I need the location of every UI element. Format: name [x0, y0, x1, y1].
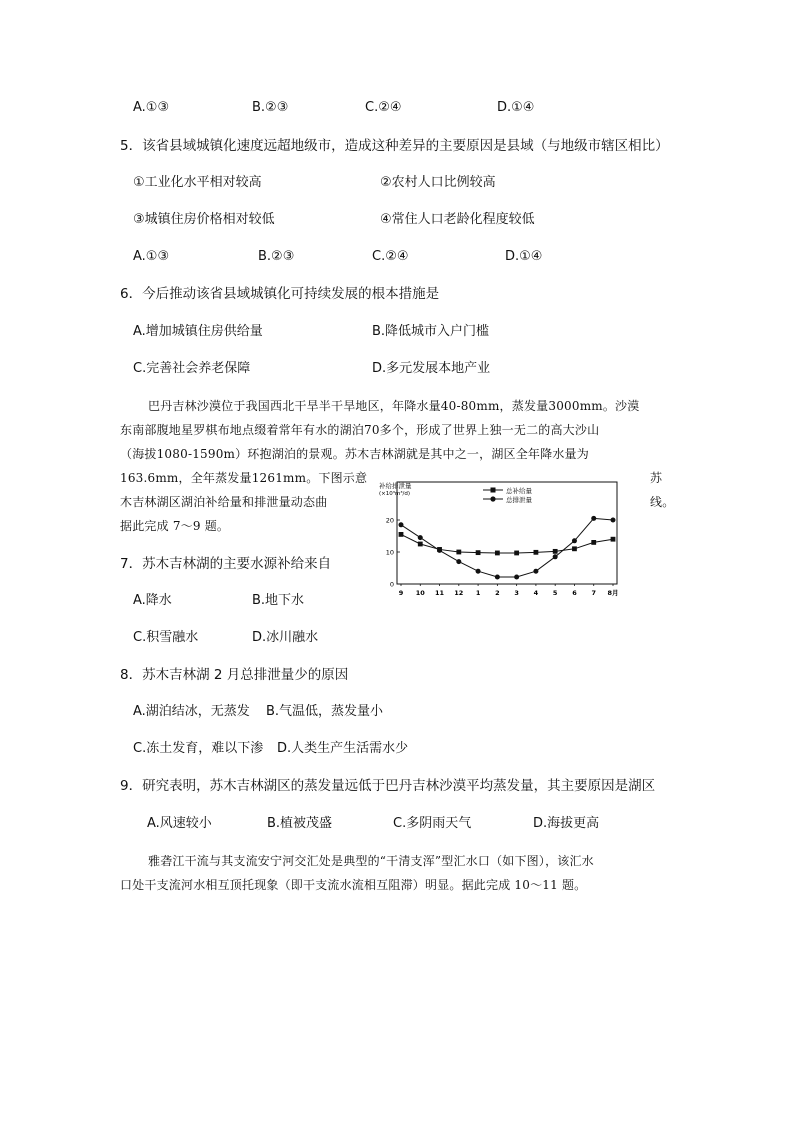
- passage1-line5: 木吉林湖区湖泊补给量和排泄量动态曲: [120, 495, 328, 509]
- discharge-point-5: [495, 574, 500, 579]
- q5-item-2: ②农村人口比例较高: [380, 175, 496, 190]
- q7-stem: 7．苏木吉林湖的主要水源补给来自: [120, 556, 332, 572]
- supply-point-1: [418, 542, 423, 547]
- x-tick-label-6: 3: [514, 589, 519, 597]
- passage1-line1: 巴丹吉林沙漠位于我国西北干旱半干旱地区，年降水量40-80mm，蒸发量3000mm。沙漠: [148, 399, 640, 413]
- q7-option-d: D.冰川融水: [252, 630, 319, 645]
- q6-option-a: A.增加城镇住房供给量: [133, 324, 263, 339]
- x-tick-label-2: 11: [435, 589, 445, 597]
- q9-option-a: A.风速较小: [147, 816, 212, 831]
- x-tick-label-9: 6: [572, 589, 577, 597]
- discharge-point-0: [399, 522, 404, 527]
- x-tick-label-3: 12: [454, 589, 464, 597]
- q9-option-c: C.多阴雨天气: [393, 816, 472, 831]
- chart-legend: [483, 486, 533, 504]
- q6-option-b: B.降低城市入户门槛: [372, 324, 490, 339]
- x-tick-label-8: 5: [552, 589, 558, 597]
- discharge-point-3: [456, 559, 461, 564]
- q9-option-d: D.海拔更高: [533, 816, 600, 831]
- q4-option-a: A.①③: [133, 100, 170, 115]
- discharge-point-1: [418, 535, 423, 540]
- discharge-point-7: [533, 569, 538, 574]
- x-tick-label-0: 9: [398, 589, 404, 597]
- q4-option-d: D.①④: [497, 100, 535, 115]
- q8-option-a: A.湖泊结冰，无蒸发: [133, 704, 250, 719]
- q8-option-b: B.气温低，蒸发量小: [266, 704, 384, 719]
- q7-option-c: C.积雪融水: [133, 630, 199, 645]
- q9-stem: 9．研究表明，苏木吉林湖区的蒸发量远低于巴丹吉林沙漠平均蒸发量，其主要原因是湖区: [120, 778, 656, 794]
- y-tick-label-0: 0: [389, 580, 394, 589]
- supply-point-11: [611, 537, 616, 542]
- q7-option-a: A.降水: [133, 593, 172, 608]
- q5-item-3: ③城镇住房价格相对较低: [133, 212, 275, 227]
- supply-point-5: [495, 551, 500, 556]
- q5-option-d: D.①④: [505, 249, 543, 264]
- q5-option-c: C.②④: [372, 249, 409, 264]
- x-tick-label-11: 8月: [607, 589, 619, 597]
- passage2-line1: 雅砻江干流与其支流安宁河交汇处是典型的“干清支浑”型汇水口（如下图），该汇水: [148, 854, 594, 868]
- discharge-point-10: [591, 516, 596, 521]
- supply-point-8: [553, 549, 558, 554]
- legend-discharge-label: 总排泄量: [506, 496, 532, 504]
- passage2-line2: 口处干支流河水相互顶托现象（即干支流水流相互阻滞）明显。据此完成 10～11 题。: [120, 878, 587, 892]
- supply-point-6: [514, 551, 519, 556]
- legend-circle-marker: [490, 496, 495, 501]
- y-tick-label-2: 20: [385, 516, 394, 525]
- q6-option-c: C.完善社会养老保障: [133, 361, 251, 376]
- passage1-line3: （海拔1080-1590m）环抱湖泊的景观。苏木吉林湖就是其中之一，湖区全年降水量为: [120, 447, 589, 461]
- supply-point-4: [476, 550, 481, 555]
- supply-point-3: [456, 550, 461, 555]
- x-tick-label-7: 4: [533, 589, 539, 597]
- series-line-0: [401, 534, 613, 553]
- q6-stem: 6．今后推动该省县域城镇化可持续发展的根本措施是: [120, 286, 440, 302]
- chart-yunit: (×10³m³/d): [379, 491, 411, 497]
- supply-point-9: [572, 546, 577, 551]
- q5-stem: 5．该省县域城镇化速度远超地级市，造成这种差异的主要原因是县域（与地级市辖区相比）: [120, 138, 669, 154]
- discharge-point-2: [437, 548, 442, 553]
- lake-balance-chart: [375, 478, 621, 598]
- legend-square-marker: [491, 488, 496, 493]
- discharge-point-6: [514, 574, 519, 579]
- passage1-line5-end: 线。: [650, 495, 675, 509]
- x-tick-label-1: 10: [415, 589, 425, 597]
- q8-stem: 8．苏木吉林湖 2 月总排泄量少的原因: [120, 667, 349, 683]
- supply-point-10: [591, 540, 596, 545]
- q5-option-a: A.①③: [133, 249, 170, 264]
- q6-option-d: D.多元发展本地产业: [372, 361, 491, 376]
- passage1-line4: 163.6mm，全年蒸发量1261mm。下图示意: [120, 471, 368, 485]
- q7-option-b: B.地下水: [252, 593, 305, 608]
- legend-supply-label: 总补给量: [506, 487, 532, 495]
- passage1-line4-end: 苏: [650, 471, 663, 485]
- q4-option-b: B.②③: [252, 100, 289, 115]
- passage1-line6: 据此完成 7～9 题。: [120, 519, 230, 533]
- q4-option-c: C.②④: [365, 100, 402, 115]
- q8-option-c: C.冻土发育，难以下渗: [133, 741, 264, 756]
- discharge-point-4: [476, 569, 481, 574]
- q9-option-b: B.植被茂盛: [267, 816, 333, 831]
- q5-item-4: ④常住人口老龄化程度较低: [380, 212, 535, 227]
- q8-option-d: D.人类生产生活需水少: [277, 741, 409, 756]
- x-tick-label-4: 1: [475, 589, 481, 597]
- passage1-line2: 东南部腹地星罗棋布地点缀着常年有水的湖泊70多个，形成了世界上独一无二的高大沙山: [120, 423, 600, 437]
- x-tick-label-10: 7: [591, 589, 596, 597]
- discharge-point-11: [611, 518, 616, 523]
- supply-point-7: [534, 550, 539, 555]
- discharge-point-8: [553, 554, 558, 559]
- y-tick-label-1: 10: [385, 548, 394, 557]
- q5-option-b: B.②③: [258, 249, 295, 264]
- q5-item-1: ①工业化水平相对较高: [133, 175, 262, 190]
- supply-point-0: [399, 532, 404, 537]
- chart-ylabel: 补给排泄量: [379, 482, 412, 490]
- x-tick-label-5: 2: [495, 589, 500, 597]
- discharge-point-9: [572, 538, 577, 543]
